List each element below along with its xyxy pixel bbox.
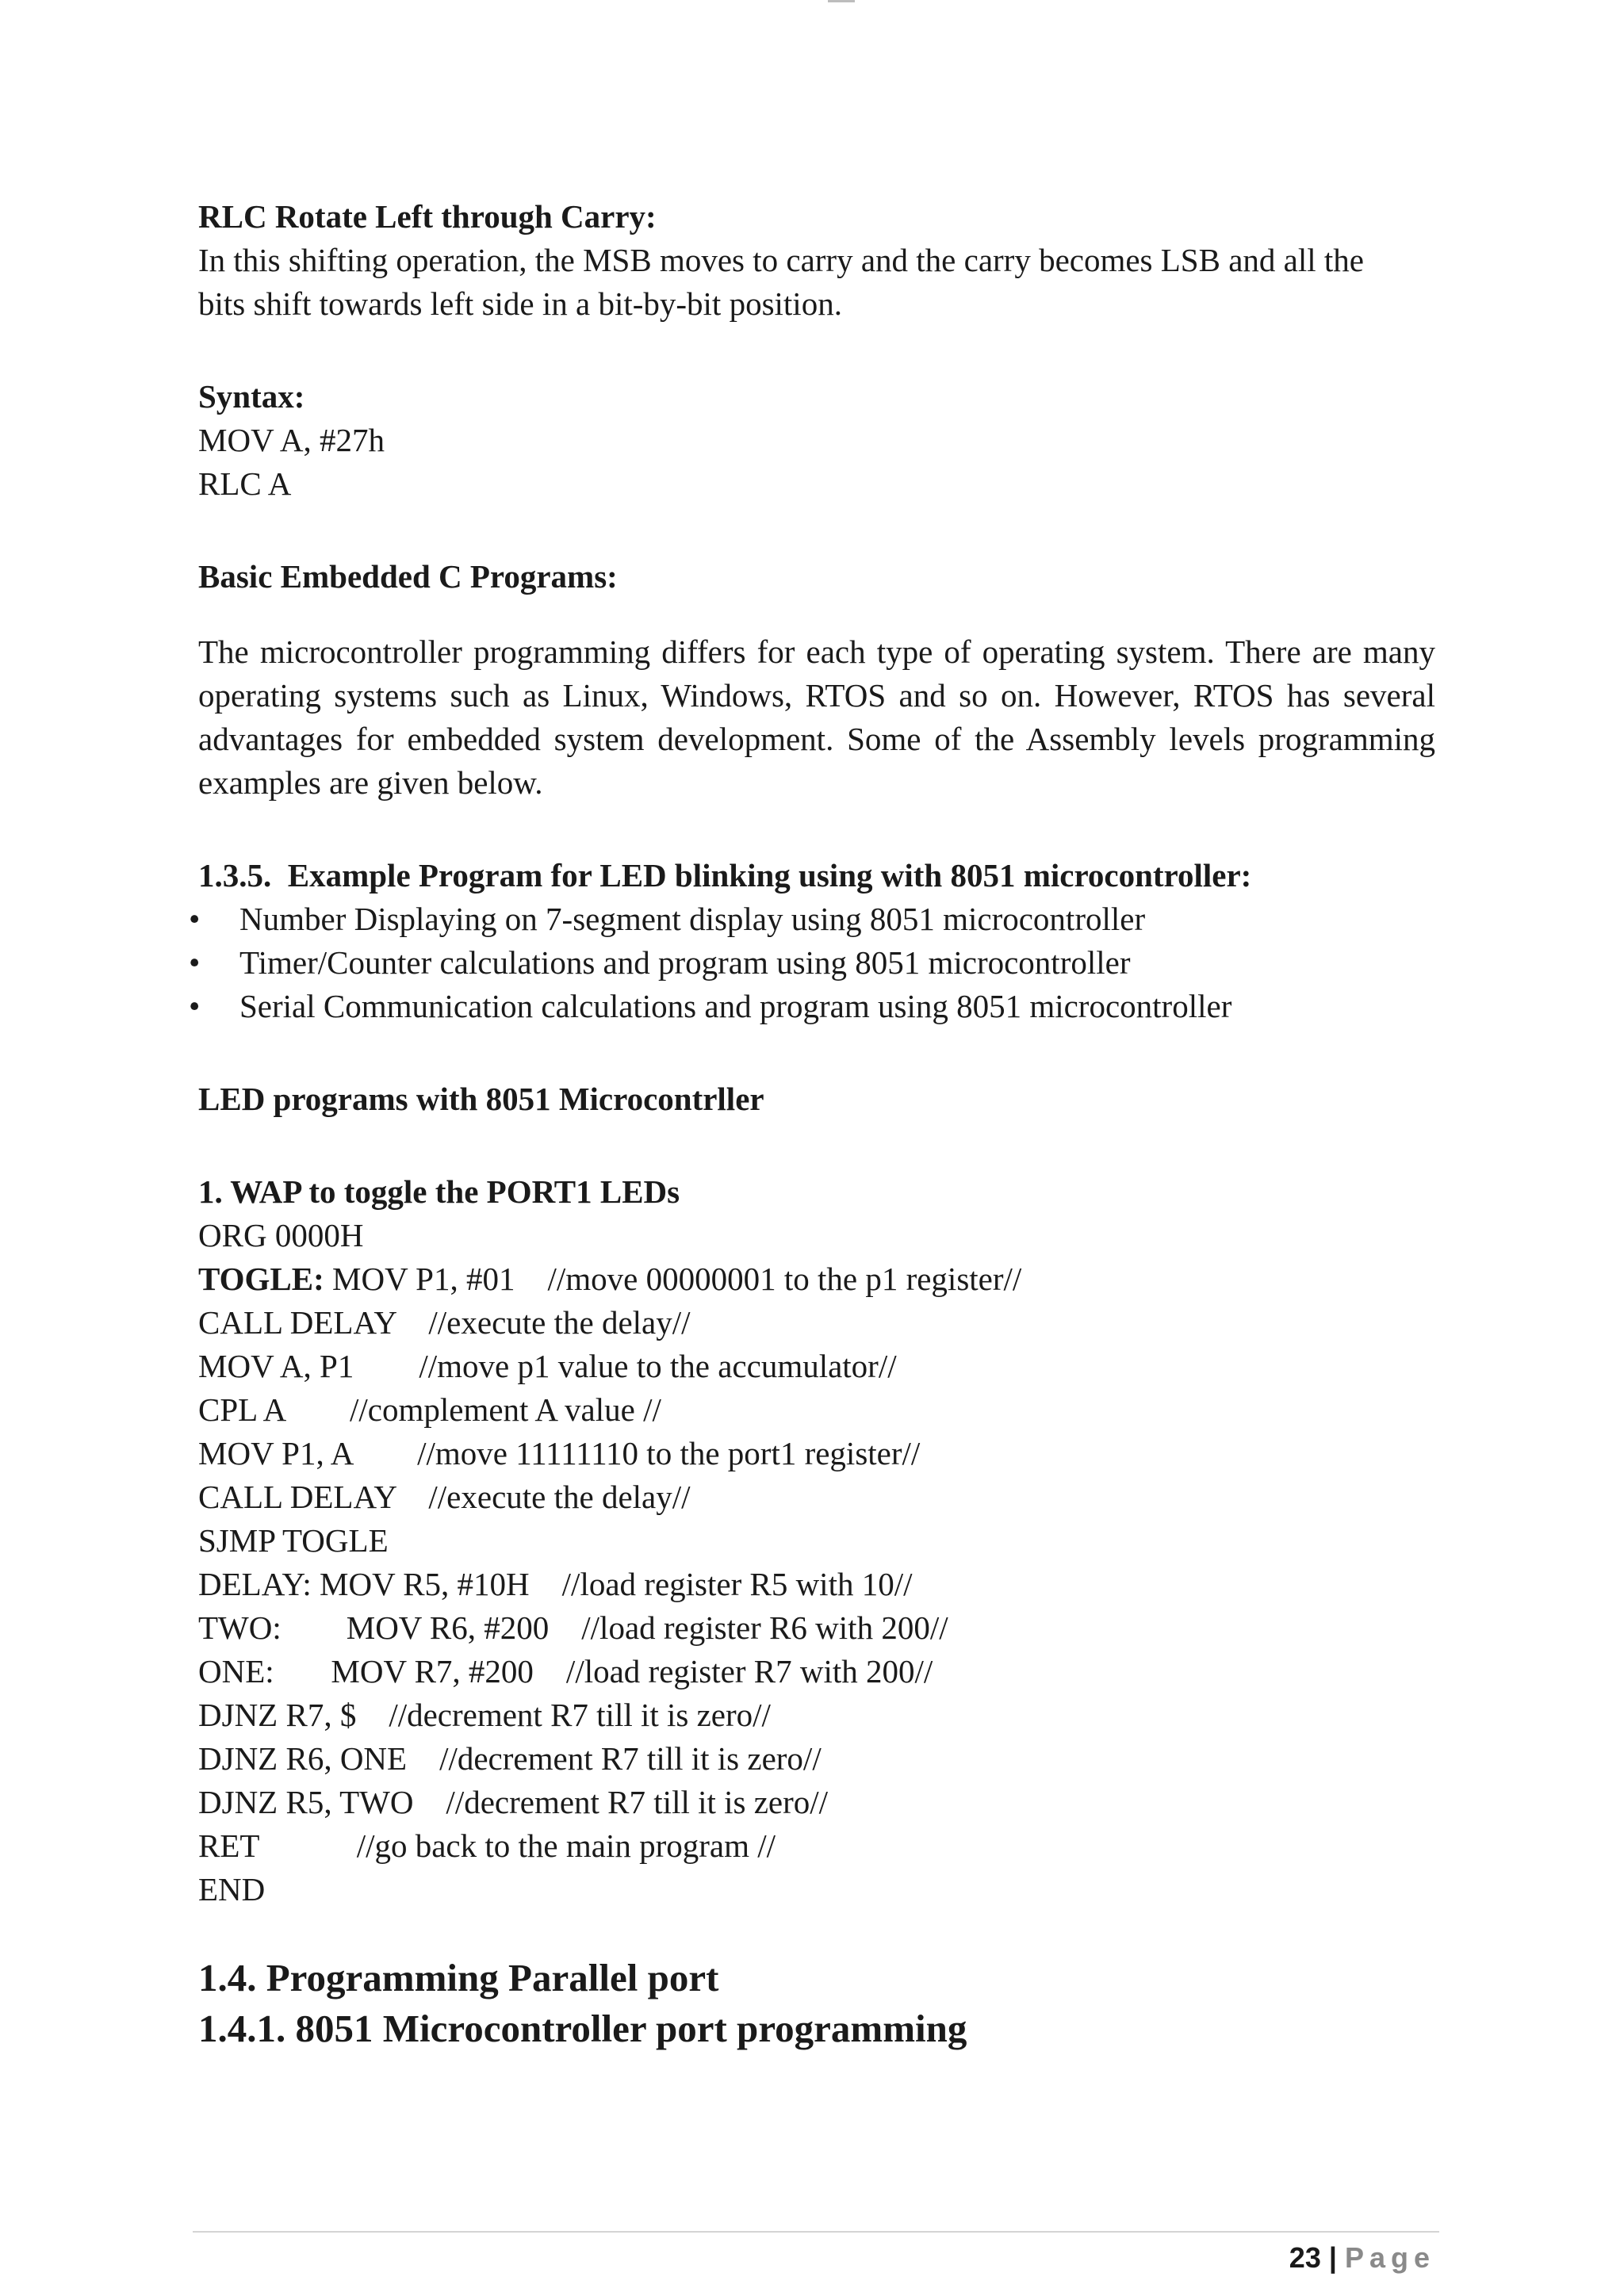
list-item: • Number Displaying on 7-segment display using 8051 microcontroller [198, 897, 1435, 941]
code-line: MOV P1, A //move 11111110 to the port1 register// [198, 1435, 921, 1471]
code-line: DJNZ R6, ONE //decrement R7 till it is zero// [198, 1740, 822, 1777]
section-heading-port-programming: 1.4.1. 8051 Microcontroller port programming [198, 2007, 967, 2050]
bullet-icon: • [189, 988, 201, 1024]
page-footer [1289, 2241, 1435, 2275]
bullet-icon: • [189, 944, 201, 981]
page-content [189, 195, 1435, 2054]
footer-divider [193, 2231, 1439, 2233]
syntax-line: MOV A, #27h [198, 422, 385, 458]
c-programs-paragraph: The microcontroller programming differs for each type of operating system. There are many operating systems such as Linux, Windows, RTOS and so on. However, RTOS has several advantages for embedded system development. Some of the Assembly levels programming examples are given below. [198, 633, 1435, 801]
code-line: TOGLE: MOV P1, #01 //move 00000001 to the p1 register// [198, 1261, 1022, 1297]
rlc-description-line-1: In this shifting operation, the MSB moves to carry and the carry becomes LSB and all the [198, 242, 1364, 278]
led-programs-heading: LED programs with 8051 Microcontrller [198, 1081, 764, 1117]
code-line: ONE: MOV R7, #200 //load register R7 with 200// [198, 1653, 933, 1689]
rlc-description-line-2: bits shift towards left side in a bit-by-bit position. [198, 285, 842, 322]
c-programs-heading: Basic Embedded C Programs: [198, 558, 618, 595]
code-line: DJNZ R7, $ //decrement R7 till it is zero// [198, 1697, 771, 1733]
code-line: TWO: MOV R6, #200 //load register R6 with 200// [198, 1609, 948, 1646]
code-line: DJNZ R5, TWO //decrement R7 till it is zero// [198, 1784, 829, 1820]
page-number: 23 [1289, 2241, 1321, 2274]
top-scan-mark [828, 0, 855, 2]
code-line: CALL DELAY //execute the delay// [198, 1304, 691, 1341]
section-heading-parallel-port: 1.4. Programming Parallel port [198, 1956, 719, 1999]
wap-heading: 1. WAP to toggle the PORT1 LEDs [198, 1173, 680, 1210]
footer-separator: | [1328, 2241, 1337, 2274]
list-item: • Serial Communication calculations and program using 8051 microcontroller [198, 985, 1435, 1028]
code-line: CPL A //complement A value // [198, 1391, 661, 1428]
code-line: MOV A, P1 //move p1 value to the accumulator// [198, 1348, 897, 1384]
code-line: ORG 0000H [198, 1217, 364, 1253]
code-line: DELAY: MOV R5, #10H //load register R5 with 10// [198, 1566, 913, 1602]
example-heading: 1.3.5. Example Program for LED blinking using with 8051 microcontroller: [198, 857, 1252, 894]
page-label: Page [1344, 2241, 1435, 2274]
bullet-icon: • [189, 901, 201, 937]
code-line: CALL DELAY //execute the delay// [198, 1479, 691, 1515]
code-line: END [198, 1871, 266, 1908]
code-label: TOGLE: [198, 1261, 324, 1297]
syntax-line: RLC A [198, 465, 292, 502]
code-line: SJMP TOGLE [198, 1522, 389, 1559]
rlc-heading: RLC Rotate Left through Carry: [198, 198, 657, 235]
list-item: • Timer/Counter calculations and program using 8051 microcontroller [198, 941, 1435, 985]
syntax-heading: Syntax: [198, 378, 305, 415]
example-bullet-list [189, 897, 1435, 1028]
code-line: RET //go back to the main program // [198, 1827, 776, 1864]
